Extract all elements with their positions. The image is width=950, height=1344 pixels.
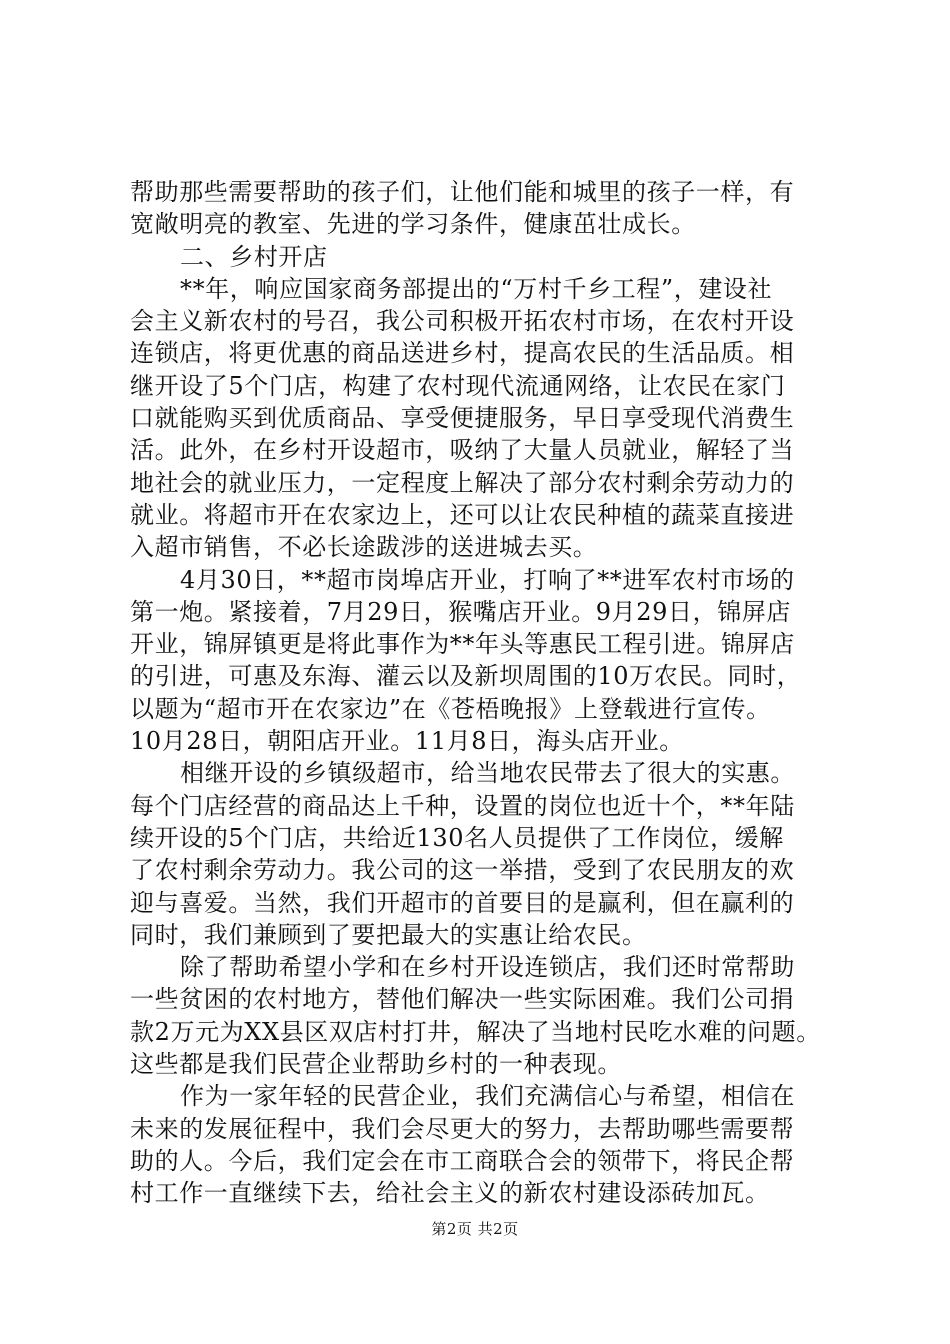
text-line: 助的人。今后，我们定会在市工商联合会的领带下，将民企帮	[130, 1146, 795, 1175]
text-line: 活。此外，在乡村开设超市，吸纳了大量人员就业，解轻了当	[130, 436, 795, 465]
text-line: 迎与喜爱。当然，我们开超市的首要目的是赢利，但在赢利的	[130, 888, 795, 917]
text-line: 村工作一直继续下去，给社会主义的新农村建设添砖加瓦。	[130, 1179, 770, 1208]
text-line: 的引进，可惠及东海、灌云以及新坝周围的10万农民。同时，	[130, 662, 802, 691]
page-footer: 第2页 共2页	[431, 1220, 519, 1238]
text-line: 同时，我们兼顾到了要把最大的实惠让给农民。	[130, 920, 647, 949]
document-body	[130, 176, 830, 1210]
text-line: 款2万元为XX县区双店村打井，解决了当地村民吃水难的问题。	[130, 1017, 821, 1046]
text-line: 了农村剩余劳动力。我公司的这一举措，受到了农民朋友的欢	[130, 856, 795, 885]
text-line: 每个门店经营的商品达上千种，设置的岗位也近十个，**年陆	[130, 791, 795, 820]
text-line: 4月30日，**超市岗埠店开业，打响了**进军农村市场的	[180, 565, 795, 594]
text-line: 除了帮助希望小学和在乡村开设连锁店，我们还时常帮助	[180, 953, 795, 982]
text-line: 宽敞明亮的教室、先进的学习条件，健康茁壮成长。	[130, 210, 696, 239]
text-line: 口就能购买到优质商品、享受便捷服务，早日享受现代消费生	[130, 404, 795, 433]
text-line: 第一炮。紧接着，7月29日，猴嘴店开业。9月29日，锦屏店	[130, 597, 792, 626]
text-line: 以题为“超市开在农家边”在《苍梧晚报》上登载进行宣传。	[130, 694, 771, 723]
text-line: 10月28日，朝阳店开业。11月8日，海头店开业。	[130, 727, 684, 756]
text-line: 会主义新农村的号召，我公司积极开拓农村市场，在农村开设	[130, 307, 795, 336]
text-line: 开业，锦屏镇更是将此事作为**年头等惠民工程引进。锦屏店	[130, 630, 795, 659]
text-line: 继开设了5个门店，构建了农村现代流通网络，让农民在家门	[130, 371, 786, 400]
text-line: 这些都是我们民营企业帮助乡村的一种表现。	[130, 1050, 622, 1079]
text-line: 未来的发展征程中，我们会尽更大的努力，去帮助哪些需要帮	[130, 1114, 795, 1143]
text-line: 续开设的5个门店，共给近130名人员提供了工作岗位，缓解	[130, 823, 784, 852]
text-line: 相继开设的乡镇级超市，给当地农民带去了很大的实惠。	[180, 759, 795, 788]
text-line: 连锁店，将更优惠的商品送进乡村，提高农民的生活品质。相	[130, 339, 795, 368]
text-line: 一些贫困的农村地方，替他们解决一些实际困难。我们公司捐	[130, 985, 795, 1014]
text-line: 就业。将超市开在农家边上，还可以让农民种植的蔬菜直接进	[130, 500, 795, 529]
section-heading: 二、乡村开店	[180, 242, 328, 271]
text-line: 入超市销售，不必长途跋涉的送进城去买。	[130, 533, 598, 562]
text-line: **年，响应国家商务部提出的“万村千乡工程”，建设社	[180, 274, 773, 303]
text-line: 地社会的就业压力，一定程度上解决了部分农村剩余劳动力的	[130, 468, 795, 497]
text-line: 帮助那些需要帮助的孩子们，让他们能和城里的孩子一样，有	[130, 178, 795, 206]
text-line: 作为一家年轻的民营企业，我们充满信心与希望，相信在	[180, 1082, 795, 1111]
